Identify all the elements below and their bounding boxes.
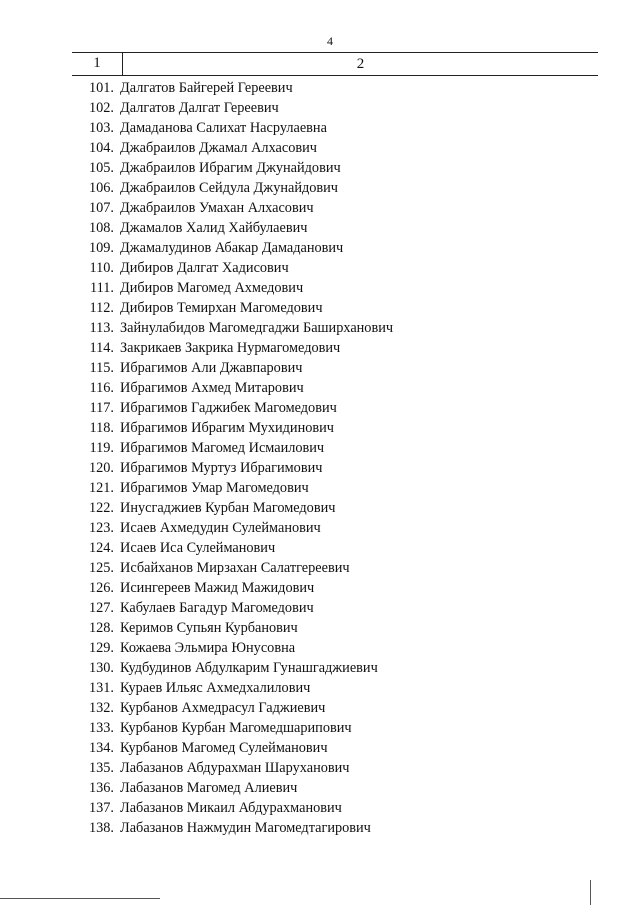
- person-name: Ибрагимов Ибрагим Мухидинович: [120, 420, 334, 436]
- item-number: 131.: [88, 680, 114, 696]
- person-name: Ибрагимов Умар Магомедович: [120, 480, 309, 496]
- list-item: [72, 718, 598, 738]
- list-item: [72, 798, 598, 818]
- list-item: [72, 758, 598, 778]
- item-number: 105.: [88, 160, 114, 176]
- list-item: [72, 158, 598, 178]
- item-number: 109.: [88, 240, 114, 256]
- list-item: [72, 78, 598, 98]
- item-number: 130.: [88, 660, 114, 676]
- list-item: [72, 318, 598, 338]
- list-item: [72, 698, 598, 718]
- column-1-header: 1: [72, 53, 123, 75]
- list-item: [72, 378, 598, 398]
- person-name: Зайнулабидов Магомедгаджи Баширханович: [120, 320, 394, 336]
- person-name: Лабазанов Нажмудин Магомедтагирович: [120, 820, 371, 836]
- list-item: [72, 298, 598, 318]
- item-number: 111.: [90, 280, 114, 296]
- item-number: 138.: [88, 820, 114, 836]
- list-item: [72, 98, 598, 118]
- person-name: Кабулаев Багадур Магомедович: [120, 600, 314, 616]
- person-name: Исбайханов Мирзахан Салатгереевич: [120, 560, 350, 576]
- list-item: [72, 598, 598, 618]
- item-number: 119.: [89, 440, 114, 456]
- person-name: Лабазанов Микаил Абдурахманович: [120, 800, 342, 816]
- item-number: 121.: [88, 480, 114, 496]
- list-item: [72, 558, 598, 578]
- list-item: [72, 258, 598, 278]
- person-name: Курбанов Ахмедрасул Гаджиевич: [120, 700, 326, 716]
- list-item: [72, 678, 598, 698]
- item-number: 137.: [88, 800, 114, 816]
- person-name: Исингереев Мажид Мажидович: [120, 580, 315, 596]
- item-number: 117.: [89, 400, 114, 416]
- item-number: 124.: [88, 540, 114, 556]
- item-number: 114.: [89, 340, 114, 356]
- list-item: [72, 338, 598, 358]
- item-number: 113.: [89, 320, 114, 336]
- person-name: Инусгаджиев Курбан Магомедович: [120, 500, 336, 516]
- item-number: 115.: [89, 360, 114, 376]
- person-name: Ибрагимов Муртуз Ибрагимович: [120, 460, 323, 476]
- person-name: Лабазанов Абдурахман Шаруханович: [120, 760, 350, 776]
- person-name: Кожаева Эльмира Юнусовна: [120, 640, 296, 656]
- list-item: [72, 198, 598, 218]
- list-item: [72, 818, 598, 838]
- person-name: Ибрагимов Ахмед Митарович: [120, 380, 304, 396]
- item-number: 134.: [88, 740, 114, 756]
- person-name: Кураев Ильяс Ахмедхалилович: [120, 680, 311, 696]
- item-number: 136.: [88, 780, 114, 796]
- list-item: [72, 738, 598, 758]
- person-name: Дамаданова Салихат Насрулаевна: [120, 120, 327, 136]
- person-name: Джамалудинов Абакар Дамаданович: [120, 240, 344, 256]
- person-name: Ибрагимов Гаджибек Магомедович: [120, 400, 337, 416]
- person-name: Джабраилов Сейдула Джунайдович: [120, 180, 338, 196]
- person-name: Джабраилов Джамал Алхасович: [120, 140, 317, 156]
- list-item: [72, 478, 598, 498]
- table-header: [72, 52, 598, 76]
- person-name: Дибиров Далгат Хадисович: [120, 260, 289, 276]
- list-item: [72, 658, 598, 678]
- person-name: Лабазанов Магомед Алиевич: [120, 780, 298, 796]
- person-name: Ибрагимов Магомед Исмаилович: [120, 440, 325, 456]
- list-item: [72, 178, 598, 198]
- person-name: Курбанов Магомед Сулейманович: [120, 740, 328, 756]
- item-number: 125.: [88, 560, 114, 576]
- person-name: Кудбудинов Абдулкарим Гунашгаджиевич: [120, 660, 378, 676]
- item-number: 128.: [88, 620, 114, 636]
- person-name: Керимов Супьян Курбанович: [120, 620, 298, 636]
- item-number: 108.: [88, 220, 114, 236]
- item-number: 133.: [88, 720, 114, 736]
- list-item: [72, 218, 598, 238]
- list-item: [72, 638, 598, 658]
- list-item: [72, 238, 598, 258]
- person-name: Исаев Иса Сулейманович: [120, 540, 276, 556]
- item-number: 135.: [88, 760, 114, 776]
- list-item: [72, 778, 598, 798]
- item-number: 118.: [89, 420, 114, 436]
- item-number: 116.: [89, 380, 114, 396]
- list-item: [72, 118, 598, 138]
- list-item: [72, 578, 598, 598]
- person-name: Исаев Ахмедудин Сулейманович: [120, 520, 321, 536]
- list-item: [72, 438, 598, 458]
- person-name: Курбанов Курбан Магомедшарипович: [120, 720, 352, 736]
- list-item: [72, 358, 598, 378]
- list-item: [72, 138, 598, 158]
- person-name: Далгатов Байгерей Гереевич: [120, 80, 293, 96]
- list-item: [72, 458, 598, 478]
- page-number: 4: [327, 34, 333, 48]
- person-name: Дибиров Магомед Ахмедович: [120, 280, 304, 296]
- item-number: 104.: [88, 140, 114, 156]
- item-number: 103.: [88, 120, 114, 136]
- person-name: Закрикаев Закрика Нурмагомедович: [120, 340, 341, 356]
- item-number: 123.: [88, 520, 114, 536]
- person-name: Джабраилов Ибрагим Джунайдович: [120, 160, 341, 176]
- list-item: [72, 398, 598, 418]
- item-number: 102.: [88, 100, 114, 116]
- item-number: 110.: [89, 260, 114, 276]
- scan-artifact-right: [590, 880, 591, 905]
- item-number: 112.: [89, 300, 114, 316]
- item-number: 106.: [88, 180, 114, 196]
- list-item: [72, 538, 598, 558]
- person-name: Джамалов Халид Хайбулаевич: [120, 220, 308, 236]
- list-item: [72, 418, 598, 438]
- item-number: 107.: [88, 200, 114, 216]
- list-item: [72, 498, 598, 518]
- list-item: [72, 518, 598, 538]
- scan-artifact-left: [0, 898, 160, 899]
- person-name: Джабраилов Умахан Алхасович: [120, 200, 314, 216]
- column-2-header: 2: [356, 56, 365, 72]
- item-number: 127.: [88, 600, 114, 616]
- item-number: 122.: [88, 500, 114, 516]
- item-number: 120.: [88, 460, 114, 476]
- item-number: 126.: [88, 580, 114, 596]
- name-list: [72, 78, 598, 838]
- person-name: Дибиров Темирхан Магомедович: [120, 300, 323, 316]
- list-item: [72, 618, 598, 638]
- person-name: Ибрагимов Али Джавпарович: [120, 360, 303, 376]
- item-number: 132.: [88, 700, 114, 716]
- person-name: Далгатов Далгат Гереевич: [120, 100, 279, 116]
- item-number: 101.: [88, 80, 114, 96]
- item-number: 129.: [88, 640, 114, 656]
- list-item: [72, 278, 598, 298]
